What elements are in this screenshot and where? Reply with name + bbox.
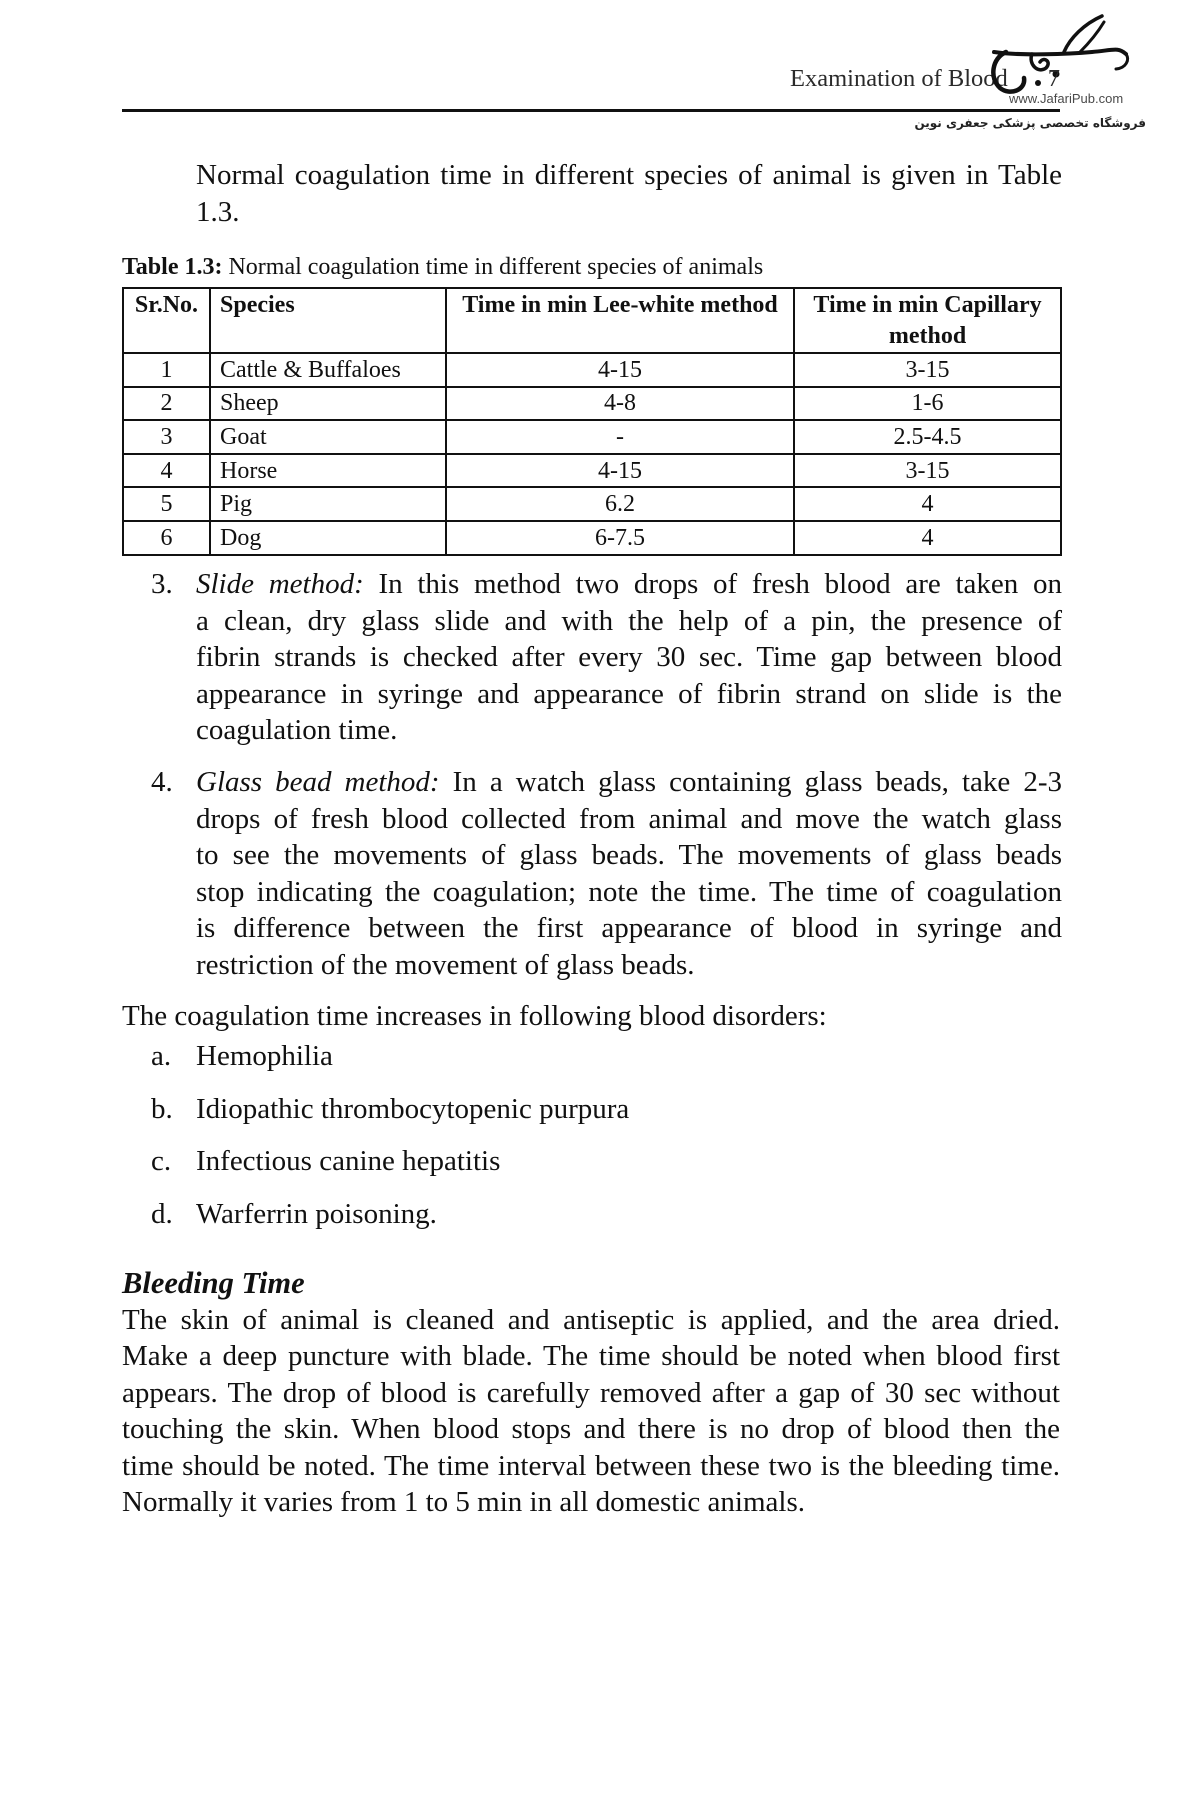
paragraph-line: The skin of animal is cleaned and antiseptic is applied, and the area dried.: [122, 1303, 1060, 1336]
table-cell-capillary: 4: [794, 521, 1061, 555]
table-cell-lee-white: 6.2: [446, 487, 794, 521]
paragraph-line: drops of fresh blood collected from animal and move the watch glass: [196, 802, 1062, 835]
disorders-list: [151, 1038, 1062, 1248]
table-cell-species: Dog: [210, 521, 446, 555]
table-cell-sr-no: 6: [123, 521, 210, 555]
paragraph-line: Make a deep puncture with blade. The time should be noted when blood first: [122, 1340, 1060, 1372]
table-caption-label: Table 1.3:: [122, 254, 223, 280]
table-row: [123, 521, 1061, 555]
disorders-intro: The coagulation time increases in following blood disorders:: [122, 1000, 827, 1032]
column-header-sr-no: Sr.No.: [123, 288, 210, 353]
table-cell-sr-no: 1: [123, 353, 210, 387]
column-header-species: Species: [210, 288, 446, 353]
paragraph-line: stop indicating the coagulation; note the time. The time of coagulation: [196, 875, 1062, 908]
logo-dot: [1035, 80, 1041, 86]
method-item-slide: [151, 566, 1063, 749]
table-cell-lee-white: 4-8: [446, 387, 794, 421]
list-marker: d.: [151, 1197, 173, 1230]
paragraph-line: a clean, dry glass slide and with the help of a pin, the presence of: [196, 604, 1062, 637]
table-cell-species: Cattle & Buffaloes: [210, 353, 446, 387]
list-item-text: Hemophilia: [196, 1040, 333, 1072]
method-title: Slide method:: [196, 568, 364, 600]
method-title: Glass bead method:: [196, 766, 440, 798]
page-number: 7: [1047, 65, 1060, 92]
table-row: [123, 353, 1061, 387]
header-rule: [122, 109, 1060, 112]
list-item: [151, 1038, 1062, 1091]
list-item: [151, 1196, 1062, 1249]
list-item-text: Infectious canine hepatitis: [196, 1145, 501, 1177]
publisher-tagline: فروشگاه تخصصی پزشکی جعفری نوین: [914, 116, 1146, 130]
column-header-lee-white: Time in min Lee-white method: [446, 288, 794, 353]
paragraph-line: time should be noted. The time interval between these two is the bleeding time.: [122, 1449, 1060, 1482]
table-cell-capillary: 1-6: [794, 387, 1061, 421]
list-marker: a.: [151, 1040, 172, 1072]
table-cell-species: Sheep: [210, 387, 446, 421]
logo-middle-loop-stroke: [1031, 54, 1048, 70]
table-cell-sr-no: 5: [123, 487, 210, 521]
table-cell-capillary: 3-15: [794, 454, 1061, 488]
table-cell-capillary: 2.5-4.5: [794, 420, 1061, 454]
list-item: [151, 1143, 1062, 1196]
table-cell-capillary: 3-15: [794, 353, 1061, 387]
list-marker: c.: [151, 1145, 172, 1177]
table-row: [123, 420, 1061, 454]
table-row: [123, 454, 1061, 488]
paragraph-line: [196, 566, 1062, 603]
running-head: Examination of Blood: [790, 65, 1008, 92]
list-marker: b.: [151, 1092, 173, 1125]
publisher-url: www.JafariPub.com: [1009, 91, 1124, 106]
table-cell-sr-no: 3: [123, 420, 210, 454]
paragraph-line: appears. The drop of blood is carefully removed after a gap of 30 sec without: [122, 1376, 1060, 1409]
paragraph-line: restriction of the movement of glass beads.: [196, 948, 695, 981]
bleeding-time-section: [122, 1265, 1060, 1521]
method-item-glass-bead: [151, 764, 1062, 983]
table-cell-species: Horse: [210, 454, 446, 488]
paragraph-line: to see the movements of glass beads. The movements of glass beads: [196, 839, 1062, 871]
paragraph-line: fibrin strands is checked after every 30 sec. Time gap between blood: [196, 641, 1062, 673]
paragraph-line: appearance in syringe and appearance of fibrin strand on slide is the: [196, 677, 1062, 710]
logo-left-hook-stroke: [993, 52, 1024, 92]
list-number: 3.: [151, 568, 173, 600]
table-cell-species: Goat: [210, 420, 446, 454]
table-cell-lee-white: 6-7.5: [446, 521, 794, 555]
list-item-text: Warferrin poisoning.: [196, 1197, 437, 1230]
table-cell-lee-white: -: [446, 420, 794, 454]
paragraph-line: touching the skin. When blood stops and there is no drop of blood then the: [122, 1413, 1060, 1445]
table-cell-capillary: 4: [794, 487, 1061, 521]
paragraph-line: 1.3.: [196, 195, 240, 228]
table-row: [123, 487, 1061, 521]
paragraph-line: Normally it varies from 1 to 5 min in all domestic animals.: [122, 1486, 805, 1518]
section-heading: Bleeding Time: [122, 1266, 305, 1300]
table-caption-text: Normal coagulation time in different species of animals: [228, 254, 764, 280]
intro-paragraph: [196, 157, 1062, 230]
logo-baseline-stroke: [994, 50, 1126, 55]
table-cell-sr-no: 2: [123, 387, 210, 421]
logo-right-curl-stroke: [1116, 54, 1128, 69]
paragraph-line-text: In this method two drops of fresh blood are taken on: [378, 568, 1063, 600]
paragraph-line: coagulation time.: [196, 714, 398, 746]
list-item: [151, 1091, 1062, 1144]
table-row: [123, 387, 1061, 421]
paragraph-line: [196, 764, 1062, 801]
table-caption: [122, 252, 763, 282]
table-cell-species: Pig: [210, 487, 446, 521]
list-item-text: Idiopathic thrombocytopenic purpura: [196, 1092, 630, 1125]
coagulation-time-table: [122, 287, 1062, 556]
list-number: 4.: [151, 766, 173, 798]
table-cell-lee-white: 4-15: [446, 353, 794, 387]
table-cell-lee-white: 4-15: [446, 454, 794, 488]
column-header-capillary: Time in min Capillary method: [794, 288, 1061, 353]
paragraph-line: is difference between the first appearance of blood in syringe and: [196, 912, 1062, 944]
paragraph-line: Normal coagulation time in different species of animal is given in Table: [196, 159, 1062, 191]
table-cell-sr-no: 4: [123, 454, 210, 488]
paragraph-line-text: In a watch glass containing glass beads, take 2-3: [452, 766, 1062, 798]
table-header-row: [123, 288, 1061, 353]
